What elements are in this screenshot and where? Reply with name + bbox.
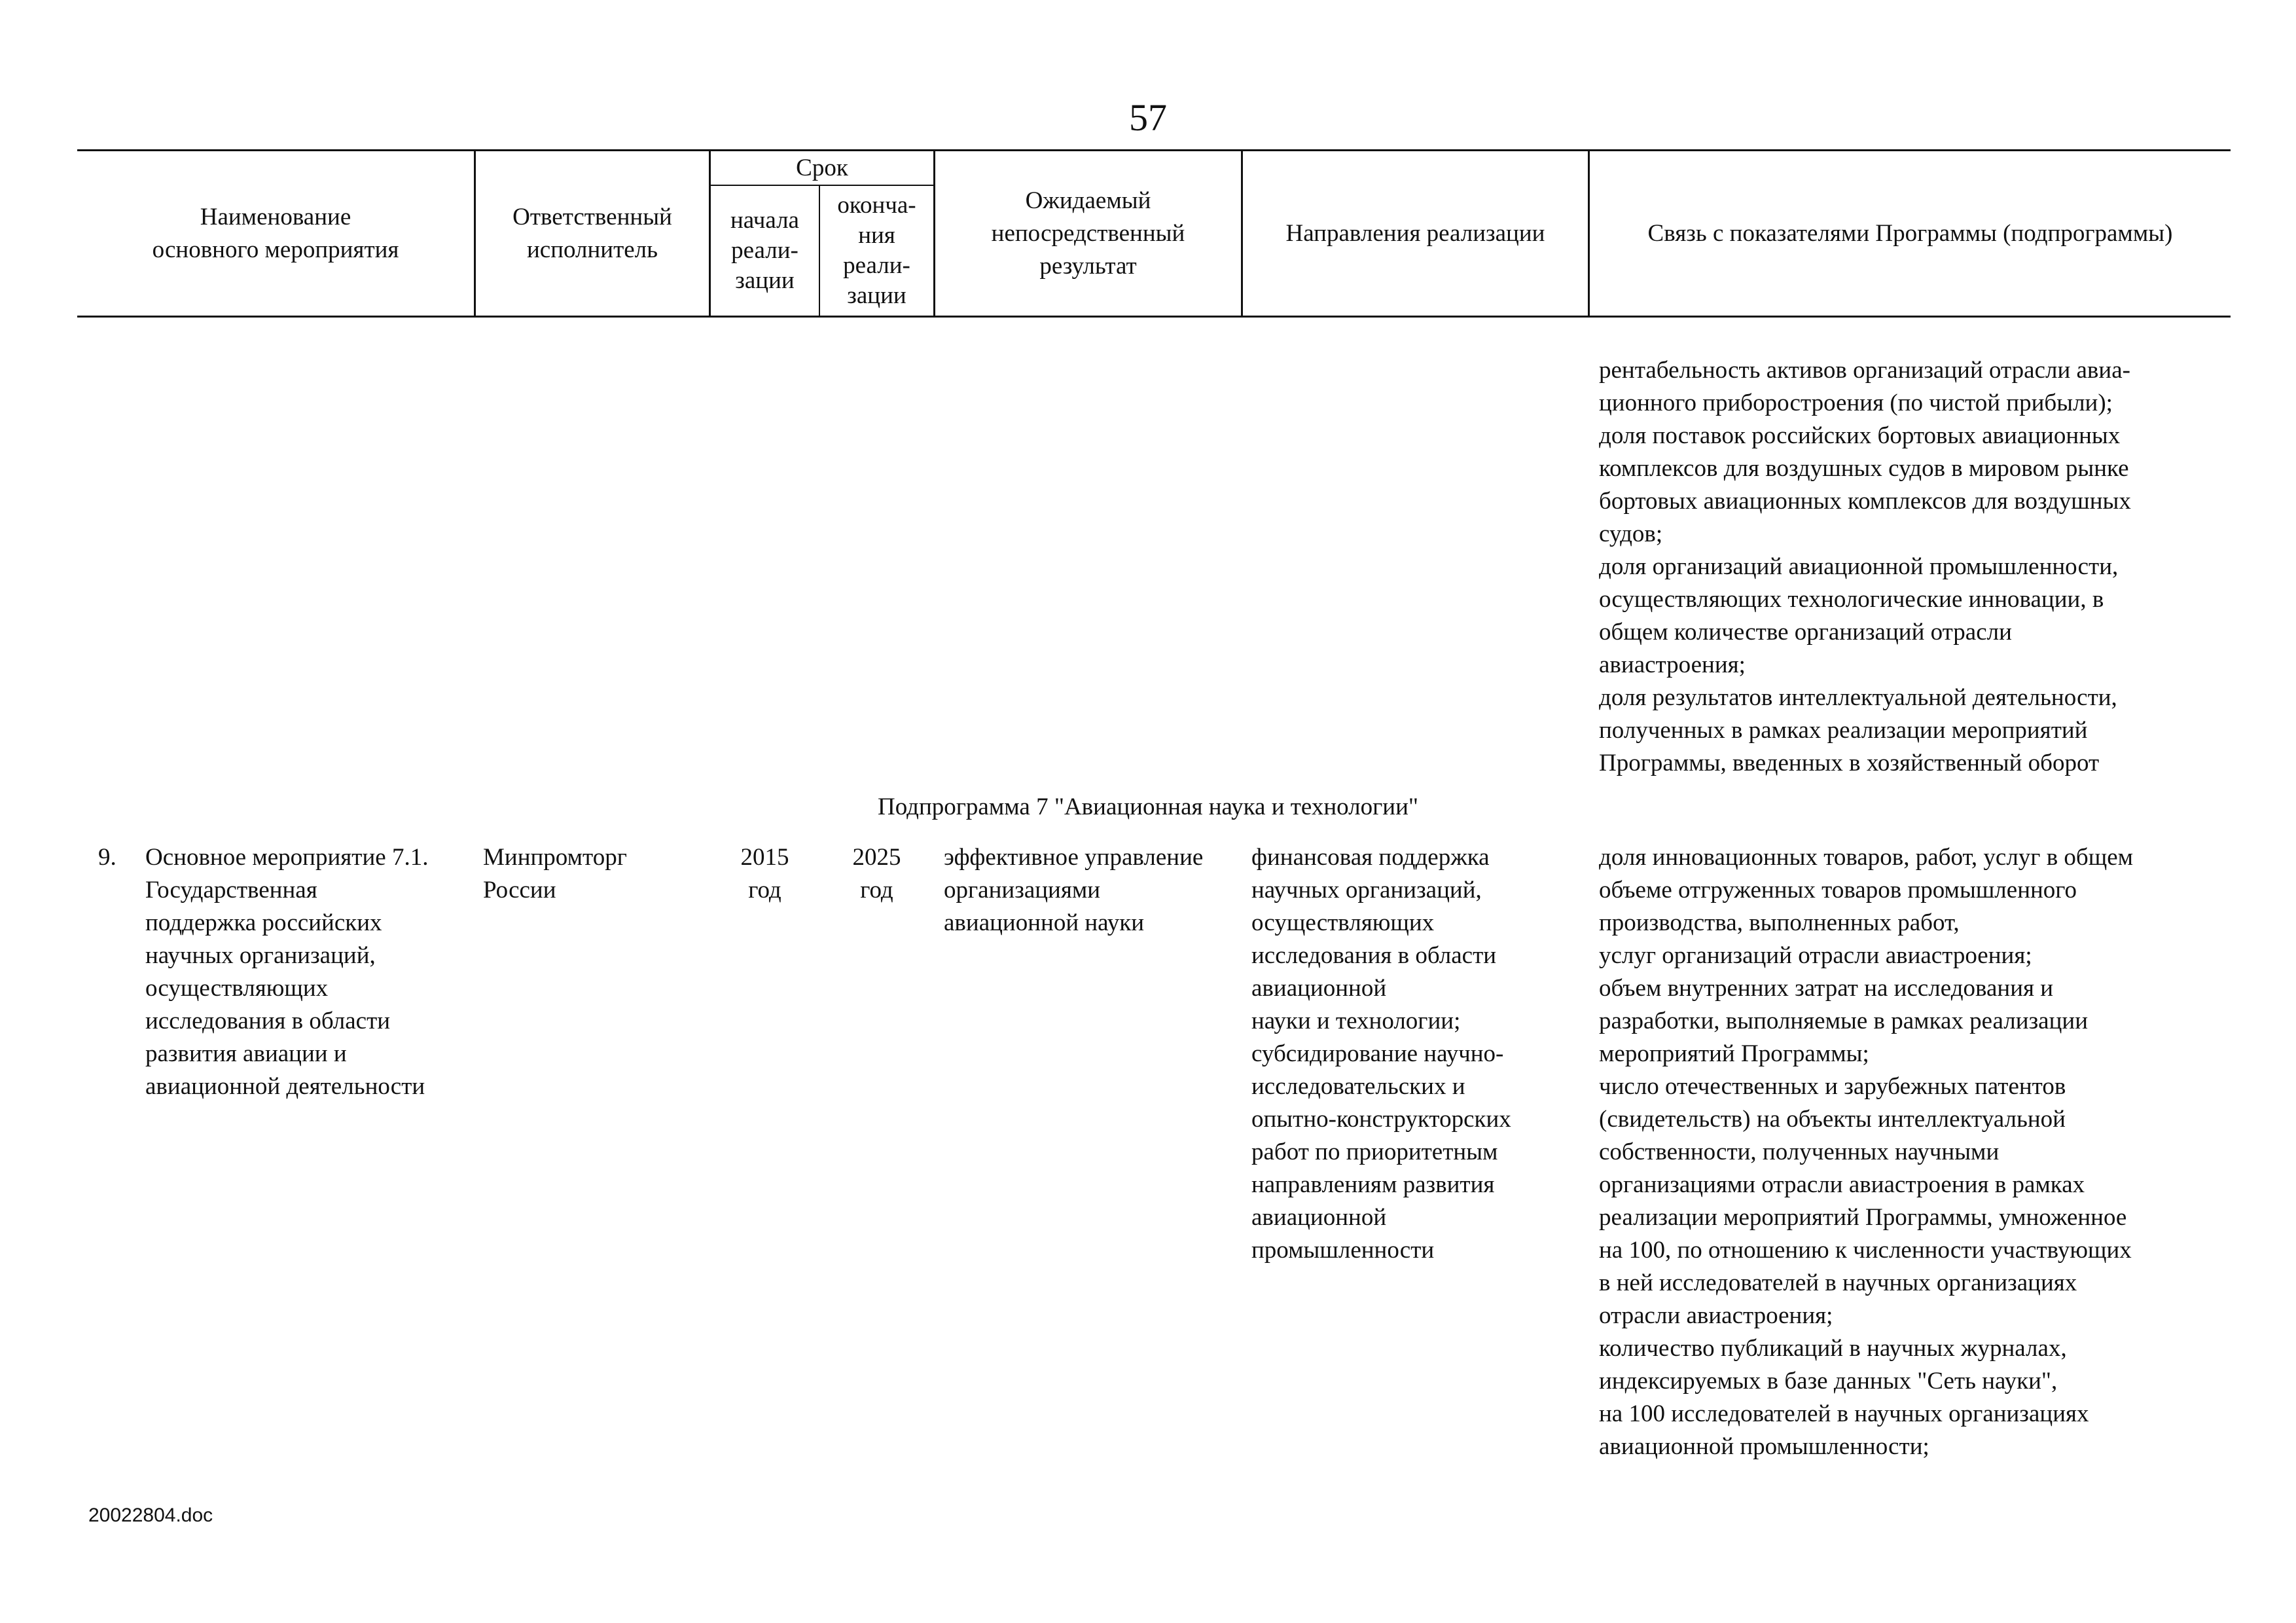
header-bottom-rule	[77, 316, 2231, 318]
header-link: Связь с показателями Программы (подпрограммы)	[1647, 219, 2173, 247]
header-executor: Ответственный исполнитель	[512, 203, 672, 263]
row-result: эффективное управление организациями авиационной науки	[944, 844, 1204, 936]
header-result: Ожидаемый непосредственный результат	[991, 187, 1185, 280]
row-executor: Минпромторг России	[483, 844, 627, 903]
subprogram-title: Подпрограмма 7 "Авиационная наука и технологии"	[877, 793, 1419, 820]
row-directions: финансовая поддержка научных организаций, осуществляющих исследования в области авиационной науки и технологии; субсидирование научно- исследовательских и опытно-конструкторских работ по приоритетным направлениям развития авиационной промышленности	[1251, 844, 1511, 1264]
document-filename: 20022804.doc	[88, 1504, 213, 1526]
page-number: 57	[1129, 96, 1167, 139]
header-term: Срок	[796, 154, 848, 181]
row-link: доля инновационных товаров, работ, услуг в общем объеме отгруженных товаров промышленного производства, выполненных работ, услуг организаций отрасли авиастроения; объем внутренних затрат на исследования и разработки, выполняемые в рамках реализации мероприятий Программы; число отечественных и зарубежных патентов (свидетельств) на объекты интеллектуальной собственности, полученных научными организациями отрасли авиастроения в рамках реализации мероприятий Программы, умноженное на 100, по отношению к численности участвующих в ней исследователей в научных организациях отрасли авиастроения; количество публикаций в научных журналах, индексируемых в базе данных "Сеть науки", на 100 исследователей в научных организациях авиационной промышленности;	[1599, 844, 2134, 1460]
row-start: 2015 год	[740, 844, 789, 903]
header-directions: Направления реализации	[1285, 219, 1545, 247]
row-name: Основное мероприятие 7.1. Государственная поддержка российских научных организаций, осуществляющих исследования в области развития авиации и авиационной деятельности	[145, 844, 429, 1100]
row-number: 9.	[98, 844, 117, 871]
header-start: начала реали- зации	[730, 207, 799, 294]
header-name: Наименование основного мероприятия	[152, 203, 399, 263]
row-end: 2025 год	[852, 844, 901, 903]
continuation-indicators: рентабельность активов организаций отрасли авиа- ционного приборостроения (по чистой прибыли); доля поставок российских бортовых авиационных комплексов для воздушных судов в мировом рынке бортовых авиационных комплексов для воздушных судов; доля организаций авиационной промышленности, осуществляющих технологические инновации, в общем количестве организаций отрасли авиастроения; доля результатов интеллектуальной деятельности, полученных в рамках реализации мероприятий Программы, введенных в хозяйственный оборот	[1599, 357, 2131, 776]
header-end: оконча- ния реали- зации	[837, 192, 916, 309]
